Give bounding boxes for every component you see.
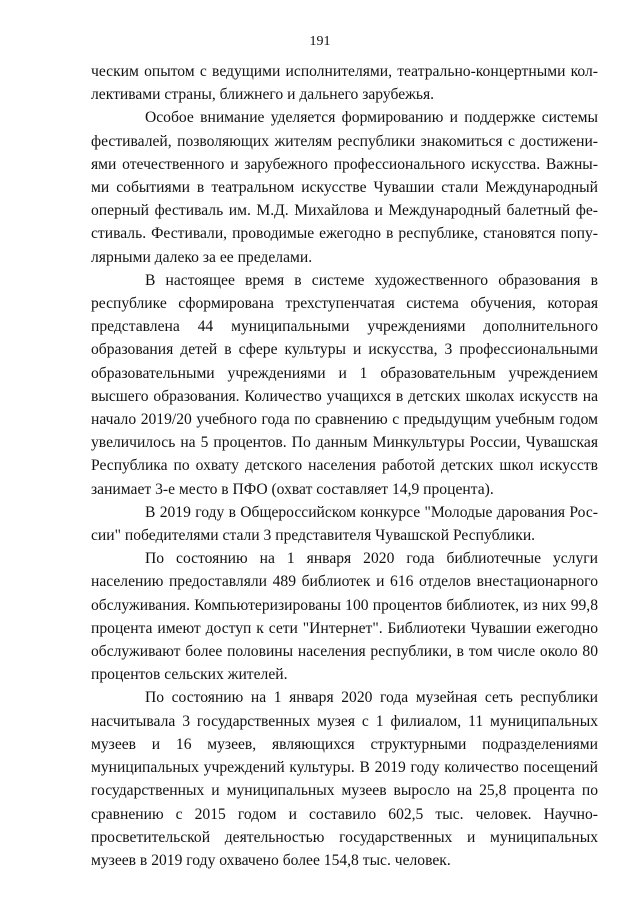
document-body (91, 60, 598, 872)
page-number: 191 (309, 34, 331, 49)
paragraph-libraries: По состоянию на 1 января 2020 года библиотечные услуги населению предоставляли 489 библиотек и 616 отделов внестационарного обслуживания. Компьютеризированы 100 процентов библиотек, из них 99,8 процента имеют доступ к сети "Интернет". Библиотеки Чувашии ежегодно обслуживают более половины населения республики, в том числе около 80 процентов сельских жителей. (91, 550, 598, 684)
paragraph-art-education: В настоящее время в системе художественного образования в республике сформирована трехступенчатая система обучения, которая представлена 44 муниципальными учреждениями дополнительного образования детей в сфере культуры и искусства, 3 профессиональными образовательными учреждениями и 1 образовательным учреждением высшего образования. Количество учащихся в детских школах искусств на начало 2019/20 учебного года по сравнению с предыдущим учебным годом увеличилось на 5 процентов. По данным Минкультуры России, Чувашская Республика по охвату детского населения работой детских школ искусств занимает 3-е место в ПФО (охват составляет 14,9 процента). (91, 271, 598, 498)
paragraph-ensembles-continuation: ческим опытом с ведущими исполнителями, театрально-концертными коллективами страны, ближнего и дальнего зарубежья. (91, 63, 598, 104)
paragraph-festivals: Особое внимание уделяется формированию и поддержке системы фестивалей, позволяющих жителям республики знакомиться с достижениями отечественного и зарубежного профессионального искусства. Важными событиями в театральном искусстве Чувашии стали Международный оперный фестиваль им. М.Д. Михайлова и Международный балетный фестиваль. Фестивали, проводимые ежегодно в республике, становятся популярными далеко за ее пределами. (91, 109, 598, 266)
paragraph-young-talents: В 2019 году в Общероссийском конкурсе "Молодые дарования России" победителями стали 3 представителя Чувашской Республики. (91, 503, 598, 545)
paragraph-museums: По состоянию на 1 января 2020 года музейная сеть республики насчитывала 3 государственных музея с 1 филиалом, 11 муниципальных музеев и 16 музеев, являющихся структурными подразделениями муниципальных учреждений культуры. В 2019 году количество посещений государственных и муниципальных музеев выросло на 25,8 процента по сравнению с 2015 годом и составило 602,5 тыс. человек. Научно-просветительской деятельностью государственных и муниципальных музеев в 2019 году охвачено более 154,8 тыс. человек. (91, 689, 598, 869)
